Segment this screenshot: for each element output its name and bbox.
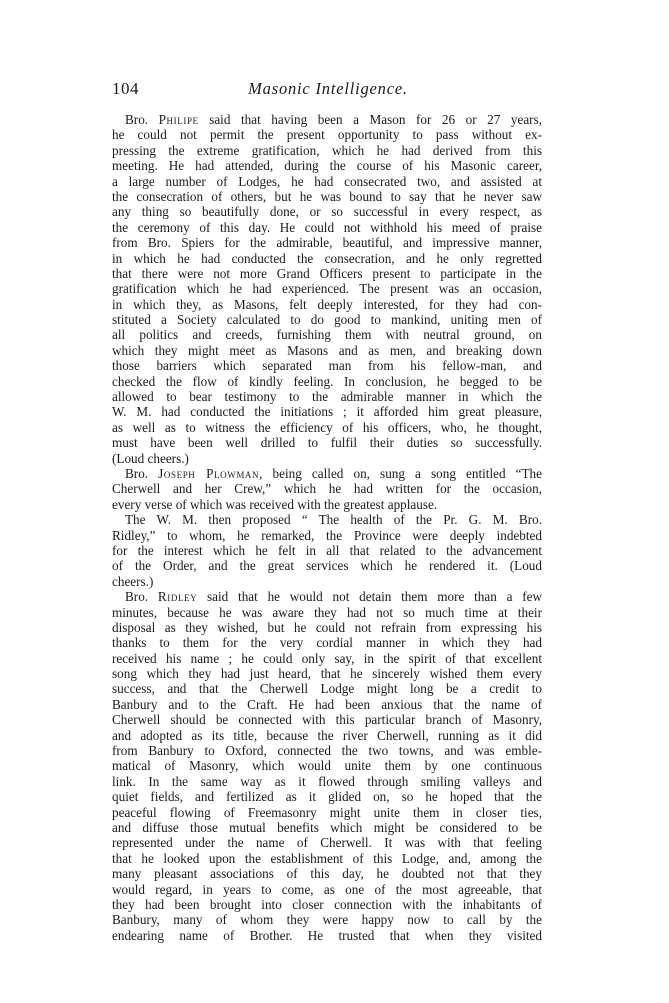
line-text: those barriers which separated man from his fellow-man, and [112,358,542,374]
line-text: W. M. had conducted the initiations ; it afforded him great pleasure, [112,404,542,420]
line-text: said that having been a Mason for 26 or 27 years, [198,112,542,127]
line-text: for the interest which he felt in all that related to the advancement [112,542,542,558]
line-prefix: Bro. [125,589,158,605]
line-text: all politics and creeds, furnishing them with neutral ground, on [112,327,542,343]
text-line [112,528,542,543]
line-text: checked the flow of kindly feeling. In conclusion, he begged to be [112,373,542,389]
line-text: as well as to witness the efficiency of his officers, who, he thought, [112,419,542,435]
text-line [112,743,542,758]
text-line [112,343,542,358]
text-line [112,112,542,127]
text-line [112,851,542,866]
line-text: Banbury, many of whom they were happy now to call by the [112,912,542,928]
line-text: song which they had just heard, that he sincerely wished them every [112,666,542,682]
text-line [112,312,542,327]
text-line [112,174,542,189]
line-text: a large number of Lodges, he had consecrated two, and assisted at [112,173,542,189]
line-text: many pleasant associations of this day, he doubted not that they [112,866,542,882]
line-text: allowed to bear testimony to the admirable manner in which the [112,389,542,405]
line-text: the ceremony of this day. He could not withhold his meed of praise [112,219,542,235]
text-line [112,374,542,389]
line-text: meeting. He had attended, during the course of his Masonic career, [112,158,542,174]
text-line [112,697,542,712]
speaker-name: Joseph Plowman [158,465,260,481]
text-line [112,220,542,235]
text-line [112,728,542,743]
text-line [112,143,542,158]
text-line [112,204,542,219]
line-text: in which they, as Masons, felt deeply interested, for they had con- [112,296,542,312]
line-text: pressing the extreme gratification, which he had derived from this [112,142,542,158]
text-line [112,712,542,727]
line-text: would regard, in years to come, as one of the most agreeable, that [112,881,542,897]
line-text: (Loud cheers.) [112,450,189,466]
body-text [112,112,542,943]
line-text: endearing name of Brother. He trusted that when they visited [112,927,542,943]
text-line [112,481,542,496]
line-text: peaceful flowing of Freemasonry might unite them in closer ties, [112,804,542,820]
line-text: from Bro. Spiers for the admirable, beautiful, and impressive manner, [112,235,542,251]
line-text: thanks to them for the very cordial manner in which they had [112,635,542,651]
line-text: any thing so beautifully done, or so successful in every respect, as [112,204,542,220]
line-text: minutes, because he was aware they had not so much time at their [112,604,542,620]
text-line [112,774,542,789]
text-line [112,835,542,850]
line-text: and adopted as its title, because the river Cherwell, running as it did [112,727,542,743]
line-text: stituted a Society calculated to do good to mankind, uniting men of [112,312,542,328]
text-line [112,435,542,450]
text-line [112,297,542,312]
text-line [112,512,542,527]
text-line [112,635,542,650]
text-line [112,681,542,696]
line-text: link. In the same way as it flowed through smiling valleys and [112,773,542,789]
line-text: success, and that the Cherwell Lodge might long be a credit to [112,681,542,697]
line-prefix: Bro. [125,112,159,127]
line-text: The W. M. then proposed “ The health of the Pr. G. M. Bro. [125,512,542,528]
text-line [112,651,542,666]
text-line [112,789,542,804]
text-line [112,589,542,604]
line-text: cheers.) [112,573,154,589]
page-number: 104 [112,79,139,98]
line-text: disposal as they wished, but he could not refrain from expressing his [112,619,542,635]
line-text: of the Order, and the great services which he rendered it. (Loud [112,558,542,574]
page-header [112,79,544,101]
text-line [112,605,542,620]
speaker-name: Ridley [157,589,198,605]
text-line [112,805,542,820]
line-text: Cherwell should be connected with this particular branch of Masonry, [112,712,542,728]
text-line [112,266,542,281]
text-line [112,912,542,927]
line-text: which they might meet as Masons and as men, and breaking down [112,342,542,358]
text-line [112,574,542,589]
running-head: Masonic Intelligence. [248,79,408,98]
line-text: received his name ; he could only say, in the spirit of that excellent [112,650,542,666]
text-line [112,327,542,342]
line-text: gratification which he had experienced. The present was an occasion, [112,281,542,297]
text-line [112,189,542,204]
text-line [112,558,542,573]
line-text: Banbury and to the Craft. He had been anxious that the name of [112,696,542,712]
text-line [112,820,542,835]
line-text: quiet fields, and fertilized as it glided on, so he hoped that the [112,789,542,805]
text-line [112,127,542,142]
line-text: he could not permit the present opportunity to pass without ex- [112,127,542,143]
text-line [112,497,542,512]
line-text: must have been well drilled to fulfil their duties so successfully. [112,435,542,451]
line-text: Cherwell and her Crew,” which he had written for the occasion, [112,481,542,497]
line-text: the consecration of others, but he was bound to say that he never saw [112,188,542,204]
text-line [112,866,542,881]
text-line [112,389,542,404]
line-text: represented under the name of Cherwell. It was with that feeling [112,835,542,851]
text-line [112,451,542,466]
text-line [112,404,542,419]
line-text: said that he would not detain them more than a few [197,589,542,605]
line-text: , being called on, sung a song entitled “The [259,465,542,481]
line-text: and diffuse those mutual benefits which might be considered to be [112,819,542,835]
line-text: in which he had conducted the consecration, and he only regretted [112,250,542,266]
text-line [112,928,542,943]
line-text: from Banbury to Oxford, connected the two towns, and was emble- [112,743,542,759]
text-line [112,897,542,912]
line-prefix: Bro. [125,465,159,481]
text-line [112,251,542,266]
line-text: every verse of which was received with the greatest applause. [112,496,438,512]
line-text: matical of Masonry, which would unite them by one continuous [112,758,542,774]
line-text: that there were not more Grand Officers present to participate in the [112,265,542,281]
text-line [112,235,542,250]
text-line [112,281,542,296]
line-text: they had been brought into closer connection with the inhabitants of [112,896,542,912]
line-text: Ridley,” to whom, he remarked, the Province were deeply indebted [112,527,542,543]
text-line [112,420,542,435]
line-text: that he looked upon the establishment of this Lodge, and, among the [112,850,542,866]
text-line [112,666,542,681]
text-line [112,466,542,481]
speaker-name: Philipe [158,112,199,127]
text-line [112,543,542,558]
text-line [112,158,542,173]
text-line [112,620,542,635]
text-line [112,882,542,897]
text-line [112,358,542,373]
text-line [112,758,542,773]
